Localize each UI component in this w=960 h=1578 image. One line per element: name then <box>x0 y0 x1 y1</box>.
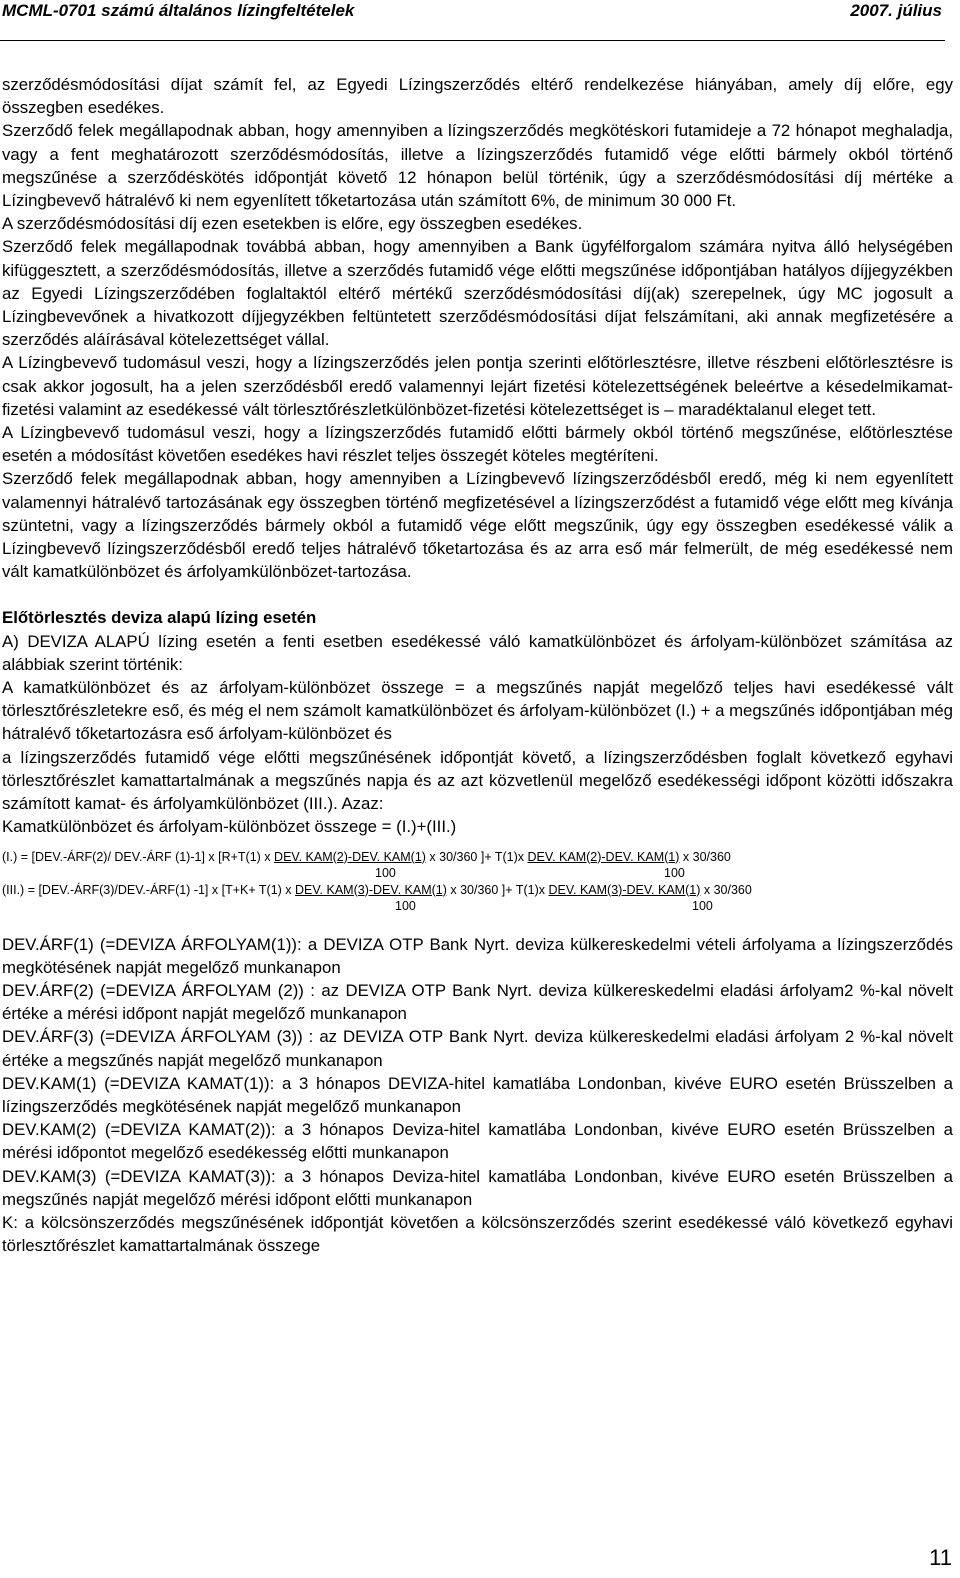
formula-iii-denominator-2: 100 <box>692 898 713 913</box>
definition-item: DEV.ÁRF(2) (=DEVIZA ÁRFOLYAM (2)) : az DEVIZA OTP Bank Nyrt. deviza külkereskedelmi eladási árfolyam2 %-kal növelt értéke a mérési időpont napját megelőző munkanapon <box>2 980 953 1024</box>
paragraph: Szerződő felek megállapodnak abban, hogy amennyiben a Lízingbevevő lízingszerződésből eredő, még ki nem egyenlített valamennyi hátralévő tartozásának egy összegben történő megfizetésével a lízingszerződést a futamidő vége előtt meg kívánja szüntetni, vagy a lízingszerződés bármely okból a futamidő vége előtt megszűnik, úgy egy összegben esedékessé válik a Lízingbevevő lízingszerződésből eredő teljes hátralévő tőketartozása és az arra eső már felmerült, de még esedékessé nem vált kamatkülönbözet és árfolyamkülönbözet-tartozása. <box>2 469 953 582</box>
page-body <box>2 73 953 1257</box>
paragraph: A szerződésmódosítási díj ezen esetekben is előre, egy összegben esedékes. <box>2 214 583 234</box>
paragraph: Szerződő felek megállapodnak továbbá abban, hogy amennyiben a Bank ügyfélforgalom számára nyitva álló helységében kifüggesztett, a szerződésmódosítás, illetve a szerződés futamidő vége előtti megszűnése időpontjában hatályos díjjegyzékben az Egyedi Lízingszerződében foglaltaktól eltérő mértékű szerződésmódosítási díj(ak) szerepelnek, úgy MC jogosult a Lízingbevevőnek a hivatkozott díjjegyzékben feltüntetett szerződésmódosítási díjat felszámítani, aki annak megfizetésére a szerződés aláírásával kötelezettséget vállal. <box>2 237 953 350</box>
formula-i-denominator-2: 100 <box>664 865 685 880</box>
paragraph: szerződésmódosítási díjat számít fel, az Egyedi Lízingszerződés eltérő rendelkezése hiányában, amely díj előre, egy összegben esedékes. <box>2 75 953 118</box>
definition-item: DEV.ÁRF(3) (=DEVIZA ÁRFOLYAM (3)) : az DEVIZA OTP Bank Nyrt. deviza külkereskedelmi eladási árfolyam 2 %-kal növelt értéke a megszűnés napját megelőző munkanapon <box>2 1027 953 1070</box>
definitions-list <box>2 933 953 1258</box>
definition-item: DEV.KAM(3) (=DEVIZA KAMAT(3)): a 3 hónapos Deviza-hitel kamatlába Londonban, kivéve EURO esetén Brüsszelben a megszűnés napját megelőző mérési időpont előtti munkanapon <box>2 1166 953 1209</box>
formula-i: (I.) = [DEV.-ÁRF(2)/ DEV.-ÁRF (1)-1] x [R+T(1) x DEV. KAM(2)-DEV. KAM(1) x 30/360 ]+ T(1)x DEV. KAM(2)-DEV. KAM(1) x 30/360 <box>2 849 731 864</box>
paragraph: A) DEVIZA ALAPÚ lízing esetén a fenti esetben esedékessé váló kamatkülönbözet és árfolyam-különbözet számítása az alábbiak szerint történik: <box>2 631 953 674</box>
definition-item: DEV.KAM(1) (=DEVIZA KAMAT(1)): a 3 hónapos DEVIZA-hitel kamatlába Londonban, kivéve EURO esetén Brüsszelben a lízingszerződés megkötésének napját megelőző munkanapon <box>2 1073 953 1116</box>
formula-iii: (III.) = [DEV.-ÁRF(3)/DEV.-ÁRF(1) -1] x [T+K+ T(1) x DEV. KAM(3)-DEV. KAM(1) x 30/360 ]+ T(1)x DEV. KAM(3)-DEV. KAM(1) x 30/360 <box>2 882 752 897</box>
paragraph: A Lízingbevevő tudomásul veszi, hogy a lízingszerződés jelen pontja szerinti előtörlesztésre, illetve részbeni előtörlesztésre is csak akkor jogosult, ha a jelen szerződésből eredő valamennyi lejárt fizetési kötelezettségének beleértve a késedelmikamat-fizetési valamint az esedékessé vált törlesztőrészletkülönbözet-fizetési kötelezettséget is – maradéktalanul eleget tett. <box>2 353 953 419</box>
section-heading: Előtörlesztés deviza alapú lízing esetén <box>2 608 317 628</box>
paragraph: A Lízingbevevő tudomásul veszi, hogy a lízingszerződés futamidő előtti bármely okból történő megszűnése, előtörlesztése esetén a módosítást követően esedékes havi részlet teljes összegét köteles megtéríteni. <box>2 423 953 466</box>
paragraph: a lízingszerződés futamidő vége előtti megszűnésének időpontját követő, a lízingszerződésben foglalt következő egyhavi törlesztőrészlet kamattartalmának a megszűnés napja és az azt közvetlenül megelőző esedékességi időpont közötti időszakra számított kamat- és árfolyamkülönbözet (III.). Azaz: <box>2 747 953 814</box>
formula-iii-denominator-1: 100 <box>395 898 416 913</box>
definition-item: K: a kölcsönszerződés megszűnésének időpontját követően a kölcsönszerződés szerint esedékessé váló következő egyhavi törlesztőrészlet kamattartalmának összege <box>2 1212 953 1256</box>
formula-block <box>2 849 953 913</box>
definition-item: DEV.KAM(2) (=DEVIZA KAMAT(2)): a 3 hónapos Deviza-hitel kamatlába Londonban, kivéve EURO esetén Brüsszelben a mérési időpontot megelőző esedékesség előtti munkanapon <box>2 1120 953 1163</box>
formula-i-denominator-1: 100 <box>375 865 396 880</box>
page-number: 11 <box>929 1545 952 1570</box>
document-title: MCML-0701 számú általános lízingfeltételek <box>2 1 355 20</box>
header-divider <box>0 40 945 41</box>
page-header <box>0 0 960 40</box>
paragraph: A kamatkülönbözet és az árfolyam-különbözet összege = a megszűnés napját megelőző teljes havi esedékessé vált törlesztőrészletekre eső, és még el nem számolt kamatkülönbözet és árfolyam-különbözet (I.) + a megszűnés időpontjában még hátralévő tőketartozásra eső árfolyam-különbözet és <box>2 678 953 744</box>
definition-item: DEV.ÁRF(1) (=DEVIZA ÁRFOLYAM(1)): a DEVIZA OTP Bank Nyrt. deviza külkereskedelmi vételi árfolyama a lízingszerződés megkötésének napját megelőző munkanapon <box>2 934 953 977</box>
document-date: 2007. július <box>850 1 942 20</box>
paragraph: Kamatkülönbözet és árfolyam-különbözet összege = (I.)+(III.) <box>2 817 457 837</box>
paragraph: Szerződő felek megállapodnak abban, hogy amennyiben a lízingszerződés megkötéskori futamideje a 72 hónapot meghaladja, vagy a fent meghatározott szerződésmódosítás, illetve a lízingszerződés futamidő vége előtti bármely okból történő megszűnése a szerződéskötés időpontját követő 12 hónapon belül történik, úgy a szerződésmódosítási díj mértéke a Lízingbevevő hátralévő ki nem egyenlített tőketartozása után számított 6%, de minimum 30 000 Ft. <box>2 121 953 211</box>
